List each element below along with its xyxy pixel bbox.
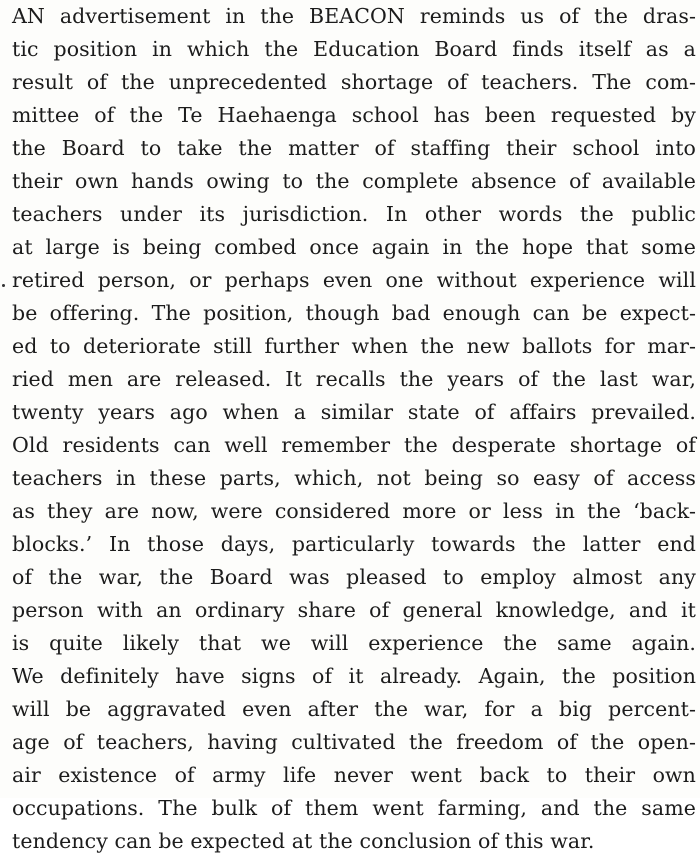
text-line-2: tic position in which the Education Board finds itself as a [12, 37, 696, 61]
text-line-11: ed to deteriorate still further when the new ballots for mar- [12, 334, 696, 358]
text-line-9: retired person, or perhaps even one without experience will [12, 268, 696, 292]
text-line-25: occupations. The bulk of them went farming, and the same [12, 796, 696, 820]
text-line-19: person with an ordinary share of general knowledge, and it [12, 598, 696, 622]
text-line-8: at large is being combed once again in the hope that some [12, 235, 696, 259]
text-line-17: blocks.’ In those days, particularly towards the latter end [12, 532, 696, 556]
text-line-23: age of teachers, having cultivated the freedom of the open- [12, 730, 696, 754]
text-line-10: be offering. The position, though bad enough can be expect- [12, 301, 696, 325]
text-line-24: air existence of army life never went back to their own [12, 763, 696, 787]
text-line-1: AN advertisement in the BEACON reminds us of the dras- [12, 4, 696, 28]
text-line-12: ried men are released. It recalls the years of the last war, [12, 367, 696, 391]
article-paragraph [12, 0, 696, 858]
text-line-7: teachers under its jurisdiction. In other words the public [12, 202, 696, 226]
text-line-3: result of the unprecedented shortage of teachers. The com- [12, 70, 696, 94]
text-line-16: as they are now, were considered more or less in the ‘back- [12, 499, 696, 523]
text-line-20: is quite likely that we will experience the same again. [12, 631, 696, 655]
text-line-18: of the war, the Board was pleased to employ almost any [12, 565, 696, 589]
text-line-26: tendency can be expected at the conclusion of this war. [12, 829, 595, 853]
text-line-15: teachers in these parts, which, not being so easy of access [12, 466, 696, 490]
text-line-13: twenty years ago when a similar state of affairs prevailed. [12, 400, 696, 424]
text-line-14: Old residents can well remember the desperate shortage of [12, 433, 696, 457]
margin-dot [2, 284, 5, 287]
text-line-22: will be aggravated even after the war, for a big percent- [12, 697, 696, 721]
text-line-5: the Board to take the matter of staffing their school into [12, 136, 696, 160]
text-line-4: mittee of the Te Haehaenga school has been requested by [12, 103, 696, 127]
text-line-21: We definitely have signs of it already. Again, the position [12, 664, 696, 688]
text-line-6: their own hands owing to the complete absence of available [12, 169, 696, 193]
